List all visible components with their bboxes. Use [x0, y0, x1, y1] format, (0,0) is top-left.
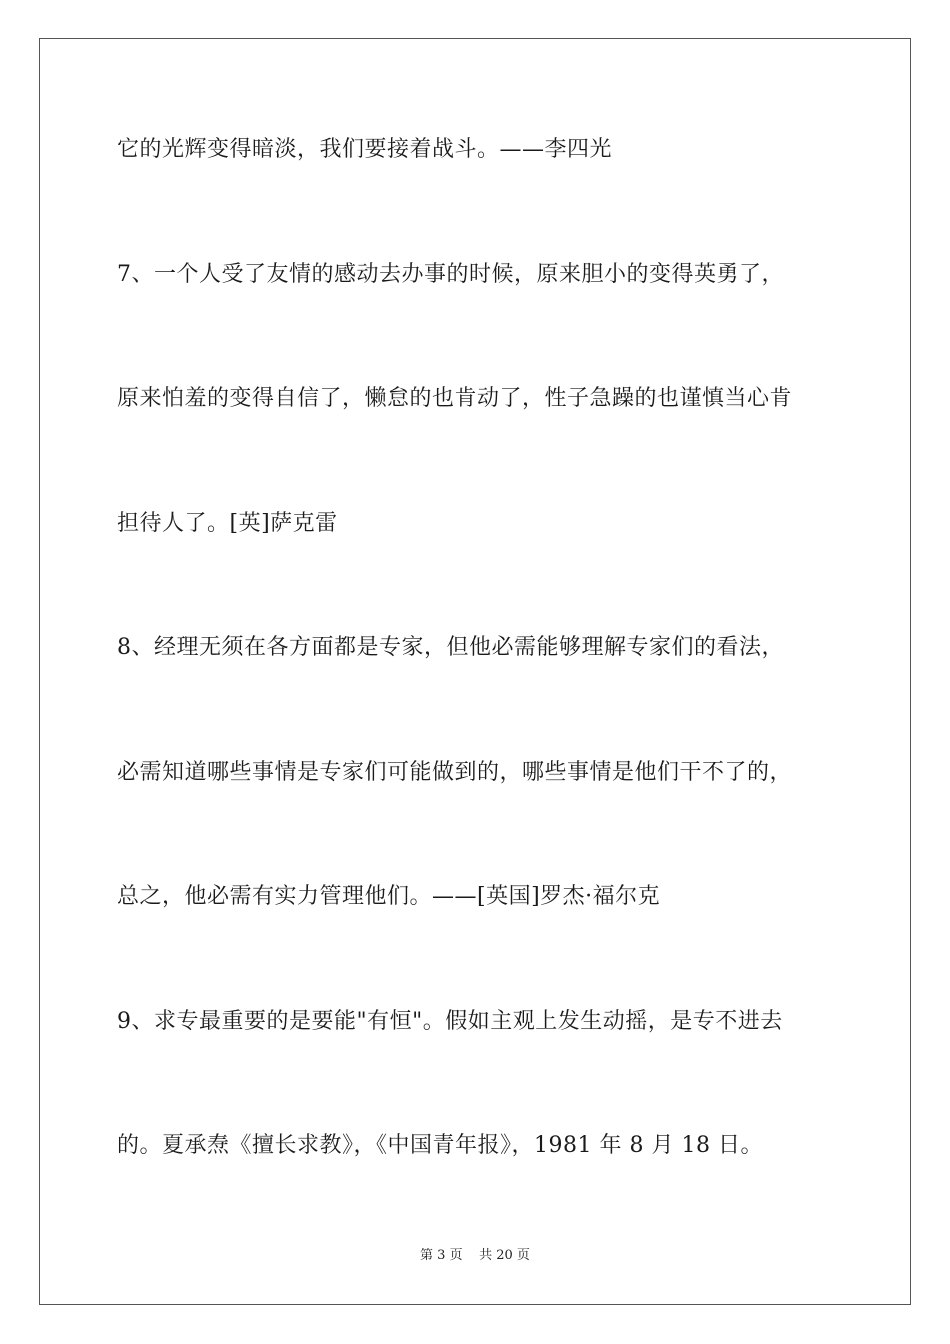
text-line-9: 的。夏承焘《擅长求教》，《中国青年报》，1981 年 8 月 18 日。 — [117, 1133, 763, 1158]
text-line-2: 7、一个人受了友情的感动去办事的时候，原来胆小的变得英勇了， — [117, 262, 784, 287]
page-total: 共 20 页 — [479, 1248, 530, 1263]
page-number: 第 3 页 — [420, 1248, 463, 1263]
page-border — [39, 38, 911, 1305]
page-footer — [0, 1247, 950, 1265]
text-line-5: 8、经理无须在各方面都是专家，但他必需能够理解专家们的看法， — [117, 635, 784, 660]
text-line-6: 必需知道哪些事情是专家们可能做到的，哪些事情是他们干不了的， — [117, 760, 793, 785]
text-line-3: 原来怕羞的变得自信了，懒怠的也肯动了，性子急躁的也谨慎当心肯 — [117, 386, 793, 411]
text-line-7: 总之，他必需有实力管理他们。——[英国]罗杰·福尔克 — [117, 884, 661, 909]
text-line-8: 9、求专最重要的是要能"有恒"。假如主观上发生动摇，是专不进去 — [117, 1009, 783, 1034]
text-line-1: 它的光辉变得暗淡，我们要接着战斗。——李四光 — [117, 137, 613, 162]
text-line-4: 担待人了。[英]萨克雷 — [117, 511, 338, 536]
